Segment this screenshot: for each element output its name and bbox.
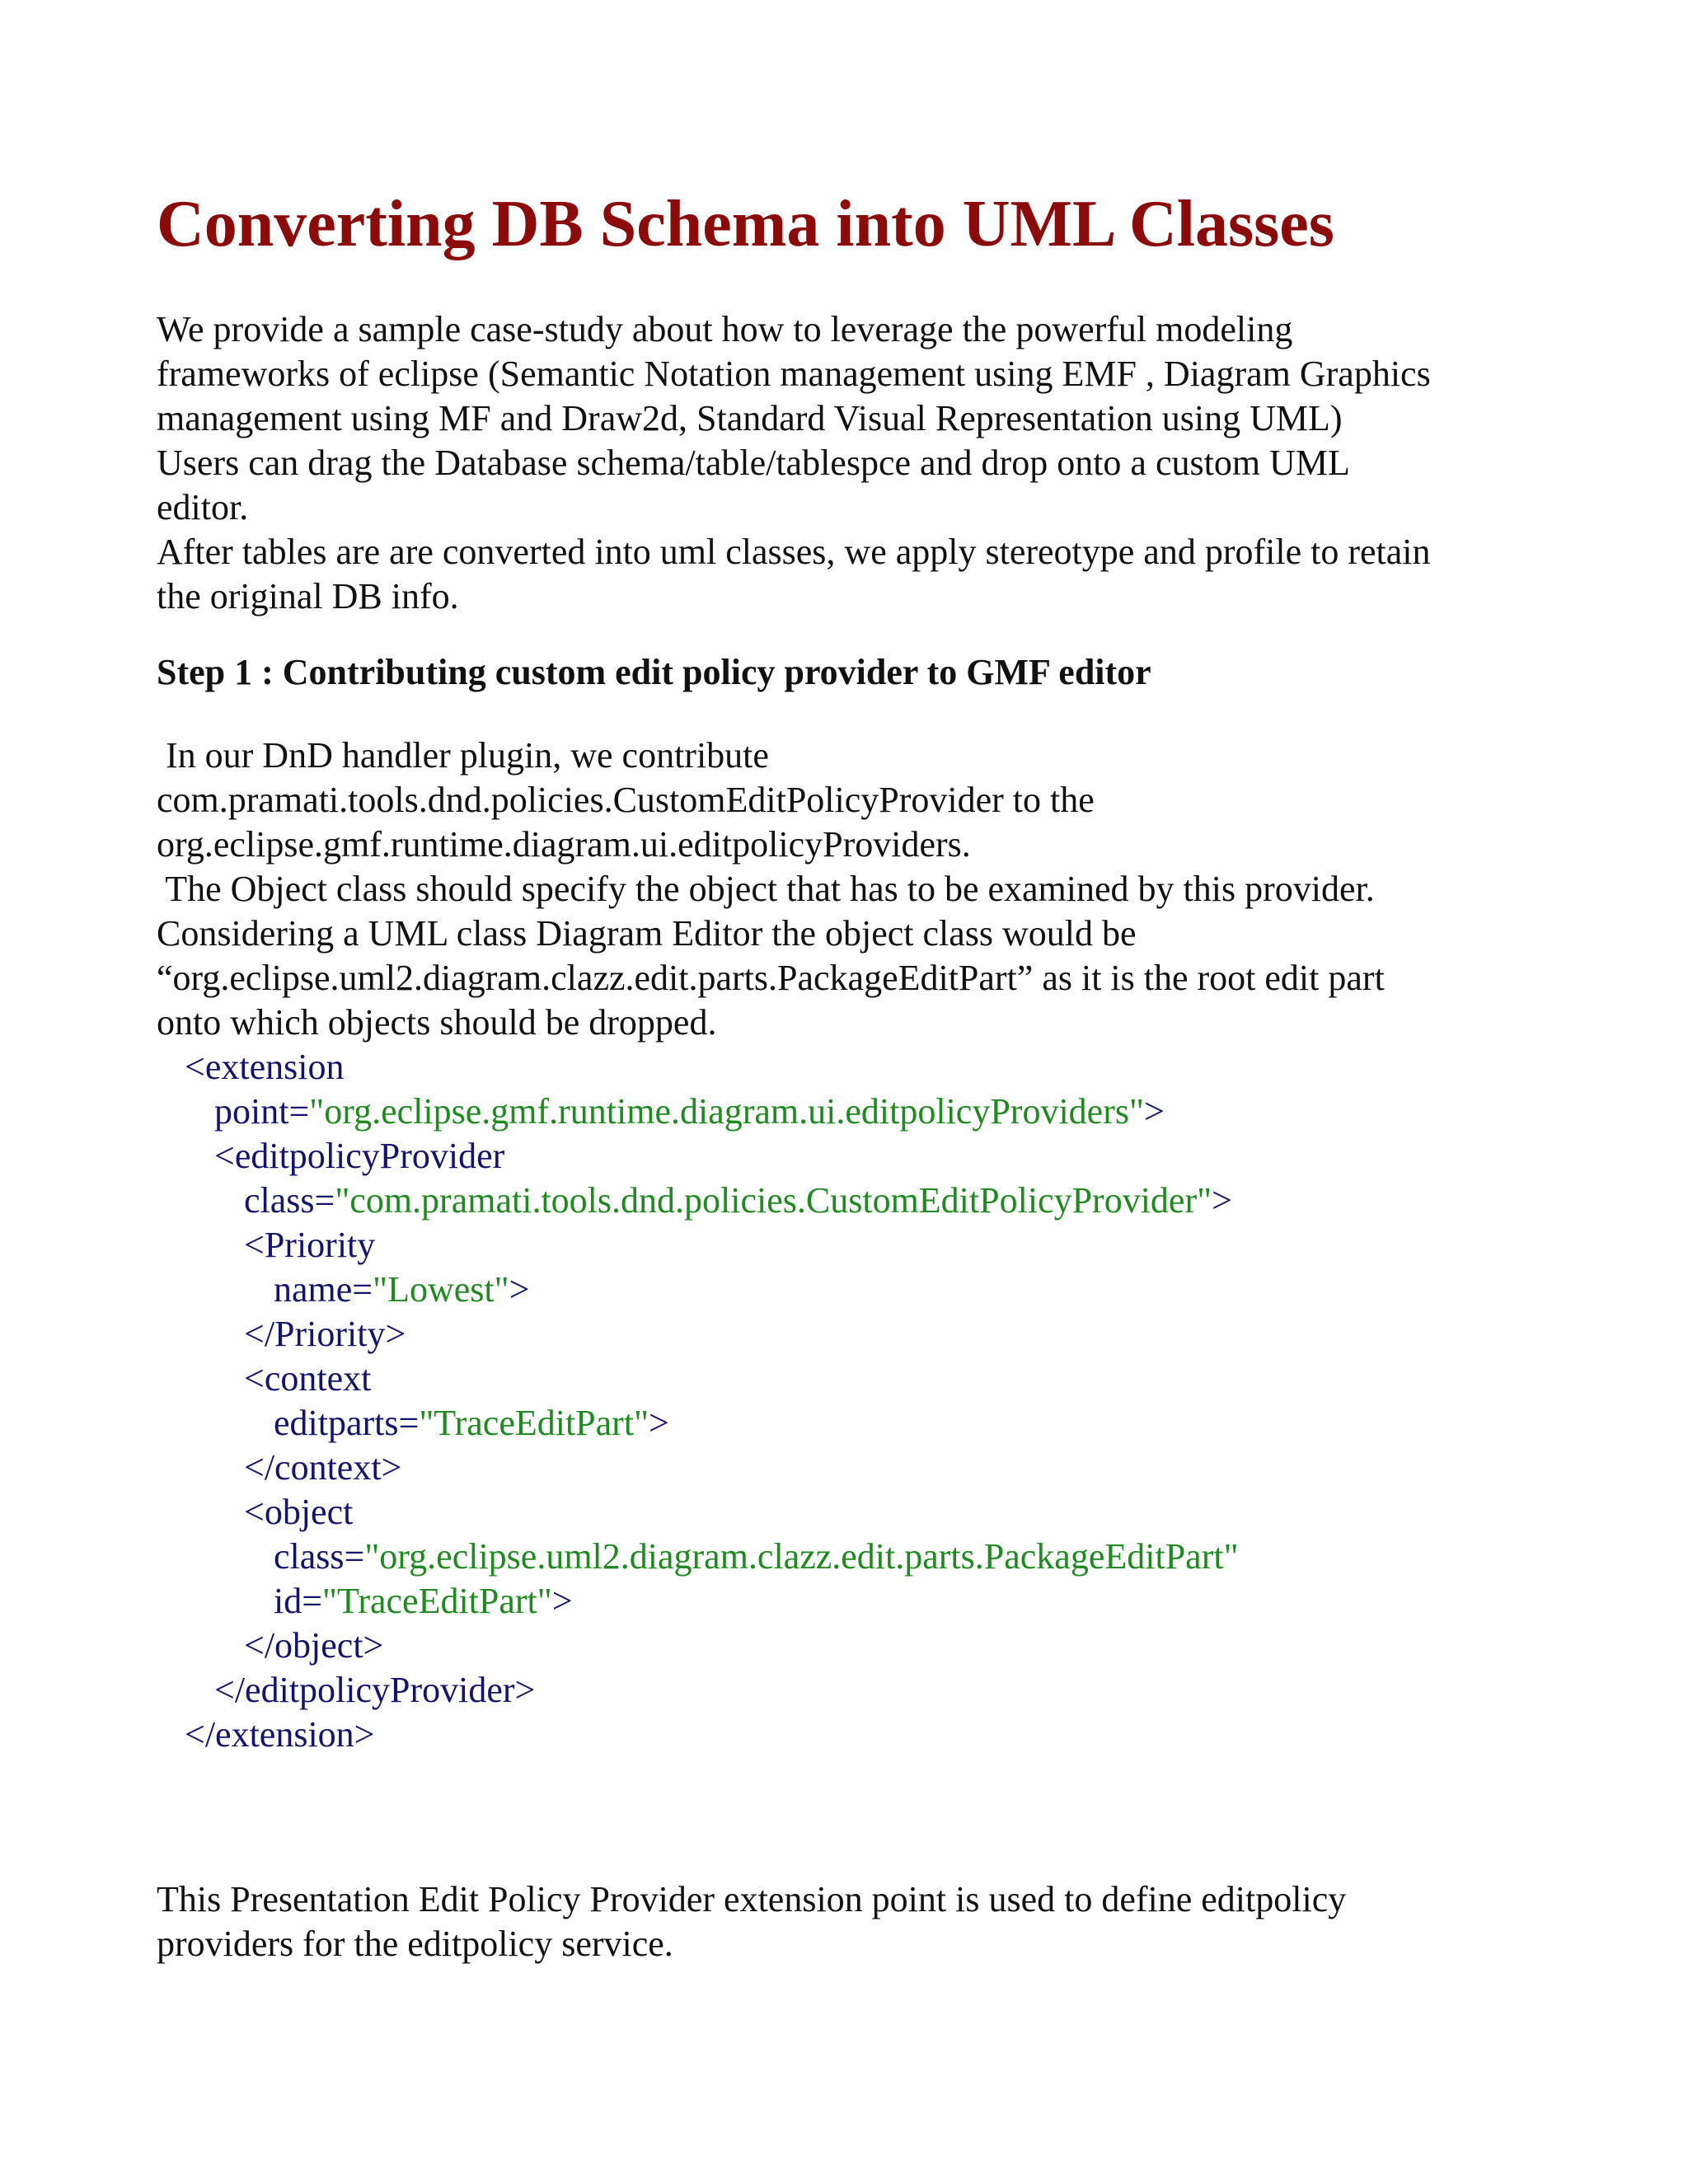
code-attr: name= xyxy=(274,1269,373,1310)
code-tag: > xyxy=(649,1403,669,1443)
intro-paragraph xyxy=(157,307,1431,619)
code-attr: id= xyxy=(274,1581,323,1621)
code-tag: > xyxy=(509,1269,530,1310)
intro-line: After tables are are converted into uml classes, we apply stereotype and profile to retain xyxy=(157,532,1431,572)
step-1-line: org.eclipse.gmf.runtime.diagram.ui.editpolicyProviders. xyxy=(157,824,971,865)
intro-line: editor. xyxy=(157,487,249,527)
intro-line: frameworks of eclipse (Semantic Notation management using EMF , Diagram Graphics xyxy=(157,354,1431,394)
code-line xyxy=(157,1223,1239,1268)
xml-code-block xyxy=(157,1045,1239,1757)
code-line xyxy=(157,1268,1239,1312)
code-line xyxy=(157,1090,1239,1134)
code-attr: point= xyxy=(214,1091,310,1132)
closing-line: providers for the editpolicy service. xyxy=(157,1924,673,1964)
code-tag: > xyxy=(1143,1091,1165,1132)
code-line xyxy=(157,1668,1239,1713)
code-attr: class= xyxy=(244,1180,335,1221)
code-line xyxy=(157,1045,1239,1090)
code-tag: </editpolicyProvider> xyxy=(214,1670,536,1710)
code-line xyxy=(157,1357,1239,1401)
code-value: "org.eclipse.uml2.diagram.clazz.edit.parts.PackageEditPart" xyxy=(364,1536,1239,1577)
code-tag: <extension xyxy=(185,1047,345,1087)
document-page xyxy=(157,0,1558,2184)
step-1-line: com.pramati.tools.dnd.policies.CustomEditPolicyProvider to the xyxy=(157,780,1095,820)
code-line xyxy=(157,1401,1239,1446)
closing-paragraph xyxy=(157,1877,1346,1966)
code-tag: </extension> xyxy=(185,1714,375,1755)
step-1-heading: Step 1 : Contributing custom edit policy provider to GMF editor xyxy=(157,652,1151,692)
intro-line: management using MF and Draw2d, Standard Visual Representation using UML) xyxy=(157,398,1343,438)
code-tag: </context> xyxy=(244,1447,402,1488)
intro-line: We provide a sample case-study about how to leverage the powerful modeling xyxy=(157,309,1293,349)
page-title: Converting DB Schema into UML Classes xyxy=(157,188,1334,260)
step-1-line: In our DnD handler plugin, we contribute xyxy=(157,735,769,776)
step-1-line: Considering a UML class Diagram Editor the object class would be xyxy=(157,913,1137,954)
code-attr: class= xyxy=(274,1536,365,1577)
code-tag: <editpolicyProvider xyxy=(214,1136,505,1176)
step-1-line: The Object class should specify the object that has to be examined by this provider. xyxy=(157,869,1375,909)
code-line xyxy=(157,1134,1239,1179)
code-line xyxy=(157,1490,1239,1535)
closing-line: This Presentation Edit Policy Provider extension point is used to define editpolicy xyxy=(157,1879,1347,1919)
step-1-line: “org.eclipse.uml2.diagram.clazz.edit.parts.PackageEditPart” as it is the root edit part xyxy=(157,958,1385,998)
code-tag: </object> xyxy=(244,1625,384,1666)
code-tag: <Priority xyxy=(244,1225,376,1265)
code-value: "Lowest" xyxy=(373,1269,509,1310)
code-tag: <object xyxy=(244,1492,354,1532)
code-line xyxy=(157,1713,1239,1757)
code-line xyxy=(157,1446,1239,1490)
code-tag: > xyxy=(1212,1180,1232,1221)
step-1-paragraph xyxy=(157,733,1385,1045)
code-tag: > xyxy=(551,1581,573,1621)
code-value: "TraceEditPart" xyxy=(419,1403,649,1443)
code-line xyxy=(157,1312,1239,1357)
code-value: "TraceEditPart" xyxy=(322,1581,552,1621)
intro-line: Users can drag the Database schema/table/tablespce and drop onto a custom UML xyxy=(157,443,1350,483)
intro-line: the original DB info. xyxy=(157,576,459,616)
code-line xyxy=(157,1624,1239,1668)
code-attr: editparts= xyxy=(274,1403,420,1443)
code-value: "org.eclipse.gmf.runtime.diagram.ui.editpolicyProviders" xyxy=(309,1091,1144,1132)
code-value: "com.pramati.tools.dnd.policies.CustomEditPolicyProvider" xyxy=(335,1180,1212,1221)
step-1-line: onto which objects should be dropped. xyxy=(157,1002,717,1043)
code-line xyxy=(157,1179,1239,1223)
code-tag: </Priority> xyxy=(244,1314,406,1354)
code-line xyxy=(157,1579,1239,1624)
code-tag: <context xyxy=(244,1358,372,1399)
code-line xyxy=(157,1535,1239,1579)
